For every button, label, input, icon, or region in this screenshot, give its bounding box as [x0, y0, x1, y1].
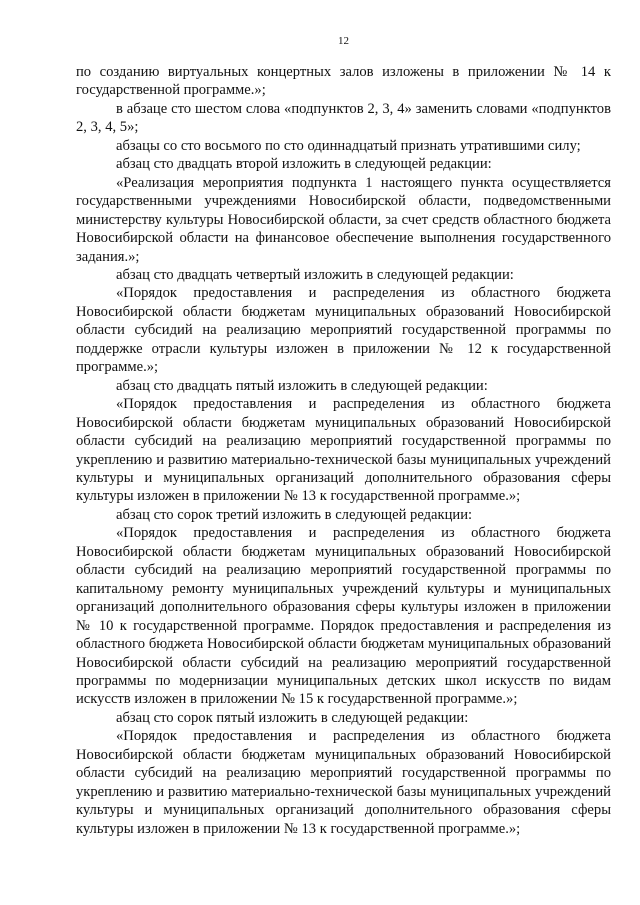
- paragraph: абзац сто сорок пятый изложить в следующей редакции:: [116, 709, 469, 726]
- document-page: [76, 34, 611, 838]
- page-number: 12: [338, 35, 349, 47]
- paragraph: по созданию виртуальных концертных залов изложены в приложении № 14 к государственной программе.»;: [76, 64, 611, 99]
- paragraph: «Порядок предоставления и распределения из областного бюджета Новосибирской области бюджетам муниципальных образований Новосибирской области субсидий на реализацию мероприятий государственной программы по укреплению и развитию материально-технической базы муниципальных учреждений культуры и муниципальных организаций дополнительного образования сферы культуры изложен в приложении № 13 к государственной программе.»;: [76, 728, 611, 837]
- paragraph: «Реализация мероприятия подпункта 1 настоящего пункта осуществляется государственными учреждениями Новосибирской области, подведомственными министерству культуры Новосибирской области, за счет средств областного бюджета Новосибирской области на финансовое обеспечение выполнения государственного задания.»;: [76, 174, 611, 265]
- paragraph: «Порядок предоставления и распределения из областного бюджета Новосибирской области бюджетам муниципальных образований Новосибирской области субсидий на реализацию мероприятий государственной программы по капитальному ремонту муниципальных учреждений культуры и муниципальных организаций дополнительного образования сферы культуры изложен в приложении № 10 к государственной программе. Порядок предоставления и распределения из областного бюджета Новосибирской области бюджетам муниципальных образований Новосибирской области субсидий на реализацию мероприятий государственной программы по модернизации муниципальных детских школ искусств по видам искусств изложен в приложении № 15 к государственной программе.»;: [76, 525, 611, 708]
- paragraph: абзац сто двадцать четвертый изложить в следующей редакции:: [116, 266, 514, 283]
- paragraph: абзац сто сорок третий изложить в следующей редакции:: [116, 506, 473, 523]
- paragraph: «Порядок предоставления и распределения из областного бюджета Новосибирской области бюджетам муниципальных образований Новосибирской области субсидий на реализацию мероприятий государственной программы по укреплению и развитию материально-технической базы муниципальных учреждений культуры и муниципальных организаций дополнительного образования сферы культуры изложен в приложении № 13 к государственной программе.»;: [76, 396, 611, 505]
- paragraph: абзац сто двадцать второй изложить в следующей редакции:: [116, 156, 492, 173]
- paragraph: «Порядок предоставления и распределения из областного бюджета Новосибирской области бюджетам муниципальных образований Новосибирской области субсидий на реализацию мероприятий государственной программы по поддержке отрасли культуры изложен в приложении № 12 к государственной программе.»;: [76, 285, 611, 376]
- paragraph: абзацы со сто восьмого по сто одиннадцатый признать утратившими силу;: [116, 137, 581, 154]
- paragraph: в абзаце сто шестом слова «подпунктов 2, 3, 4» заменить словами «подпунктов 2, 3, 4, 5»;: [76, 100, 611, 136]
- paragraph: абзац сто двадцать пятый изложить в следующей редакции:: [116, 377, 488, 394]
